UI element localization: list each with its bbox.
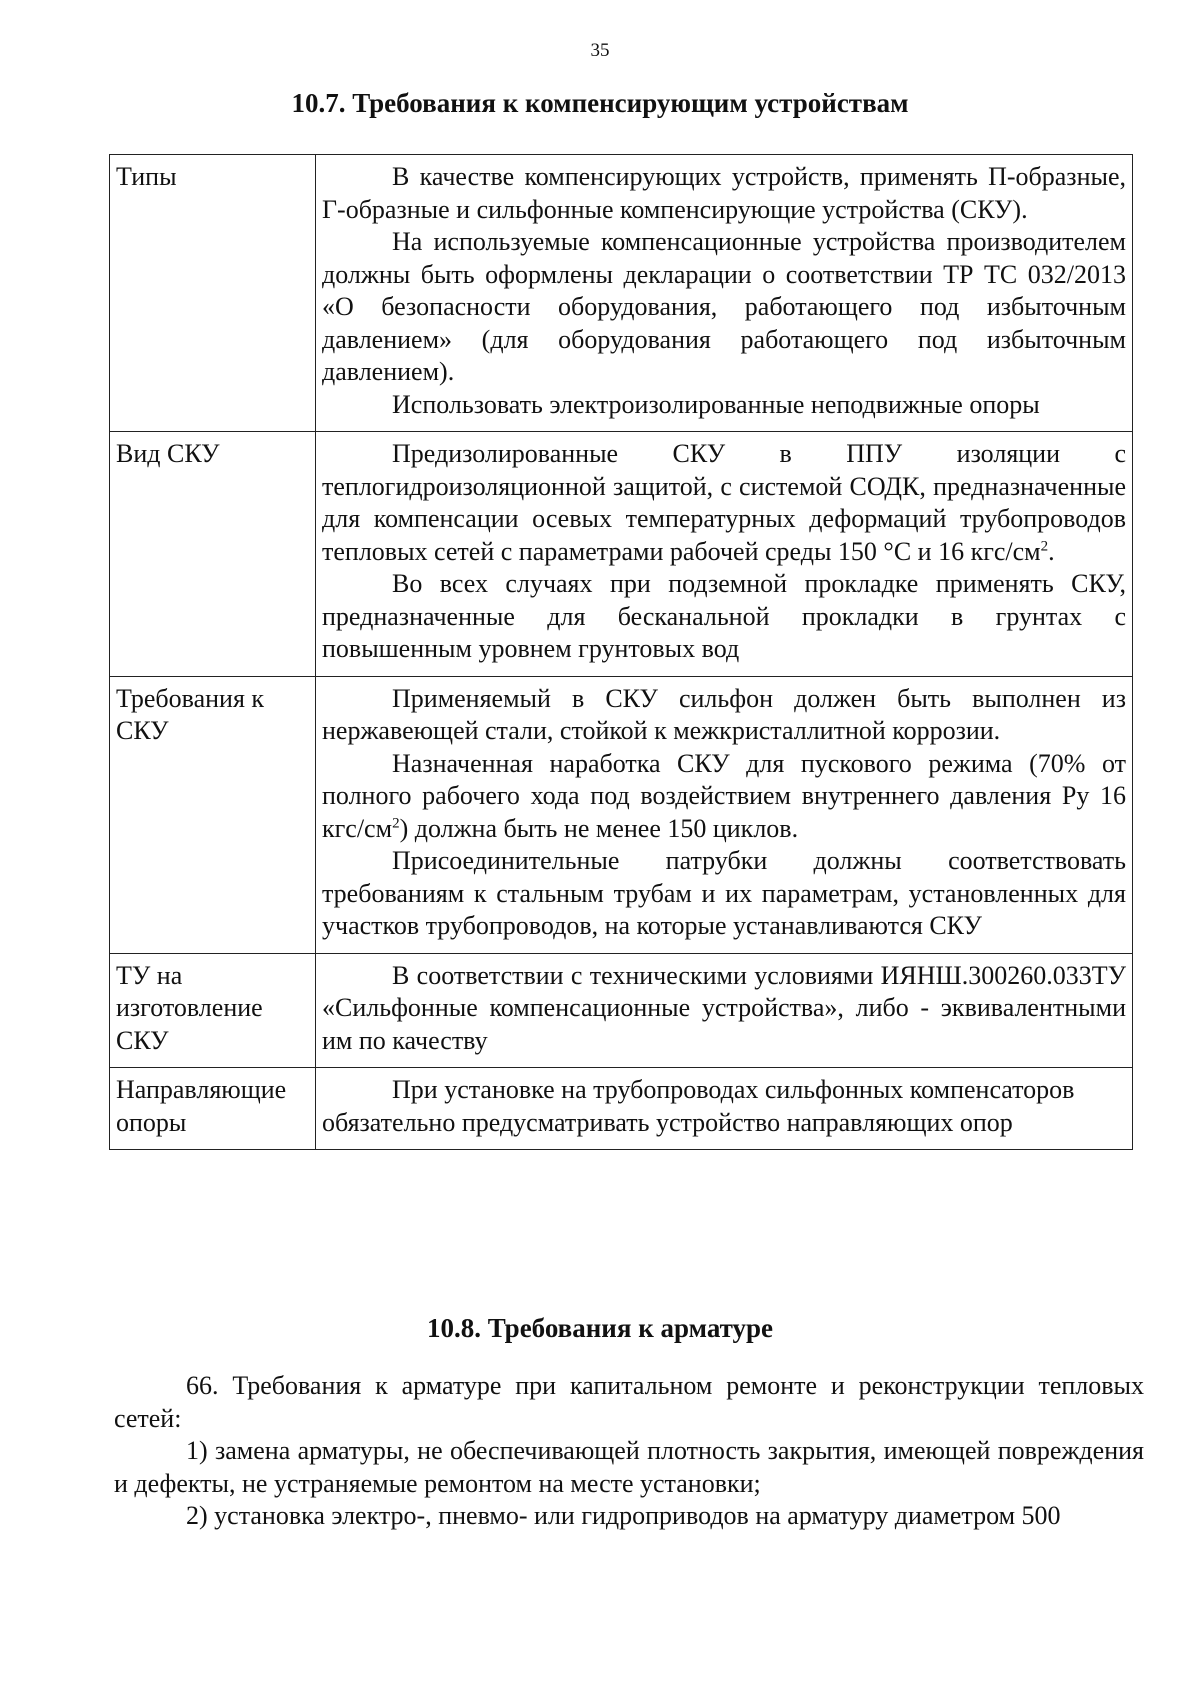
description-paragraph bbox=[322, 568, 1126, 666]
superscript: 2 bbox=[1040, 537, 1049, 554]
body-paragraph: 2) установка электро-, пневмо- или гидроприводов на арматуру диаметром 500 bbox=[186, 1501, 1061, 1530]
row-description bbox=[316, 953, 1133, 1068]
description-paragraph bbox=[322, 438, 1126, 568]
paragraph-text: В качестве компенсирующих устройств, применять П-образные, Г-образные и сильфонные компенсирующие устройства (СКУ). bbox=[322, 162, 1126, 224]
table-row bbox=[110, 155, 1133, 432]
section-title-valves: 10.8. Требования к арматуре bbox=[426, 1313, 774, 1343]
description-paragraph bbox=[322, 161, 1126, 226]
paragraph-text: Присоединительные патрубки должны соответствовать требованиям к стальным трубам и их параметрам, установленных для участков трубопроводов, на которые устанавливаются СКУ bbox=[322, 846, 1126, 940]
row-label: Типы bbox=[110, 155, 316, 432]
description-paragraph bbox=[322, 960, 1126, 1058]
paragraph-text-tail: ) должна быть не менее 150 циклов. bbox=[399, 813, 799, 843]
paragraph-text: Во всех случаях при подземной прокладке применять СКУ, предназначенные для бесканальной прокладки в грунтах с повышенным уровнем грунтовых вод bbox=[322, 569, 1126, 663]
page-number: 35 bbox=[590, 40, 610, 61]
paragraph-text: Назначенная наработка СКУ для пускового режима (70% от полного рабочего хода под воздействием внутреннего давления Ру 16 кгс/см bbox=[322, 748, 1126, 843]
paragraph-text-tail: . bbox=[1048, 536, 1055, 566]
row-description bbox=[316, 1068, 1133, 1150]
description-paragraph bbox=[322, 748, 1126, 846]
superscript: 2 bbox=[392, 814, 400, 831]
paragraph-text: Предизолированные СКУ в ППУ изоляции с теплогидроизоляционной защитой, с системой СОДК, предназначенные для компенсации осевых температурных деформаций трубопроводов тепловых сетей с параметрами рабочей среды 150 °С и 16 кгс/см bbox=[322, 439, 1126, 566]
body-paragraph: 1) замена арматуры, не обеспечивающей плотность закрытия, имеющей повреждения и дефекты, не устраняемые ремонтом на месте установки; bbox=[114, 1436, 1144, 1498]
row-label: ТУ на изготовление СКУ bbox=[110, 953, 316, 1068]
table-row bbox=[110, 432, 1133, 677]
paragraph-text: Использовать электроизолированные неподвижные опоры bbox=[392, 389, 1040, 419]
table-row bbox=[110, 953, 1133, 1068]
paragraph-text: Применяемый в СКУ сильфон должен быть выполнен из нержавеющей стали, стойкой к межкристаллитной коррозии. bbox=[322, 683, 1126, 745]
table-row bbox=[110, 1068, 1133, 1150]
paragraph-text: В соответствии с техническими условиями ИЯНШ.300260.033ТУ «Сильфонные компенсационные устройства», либо - эквивалентными им по качеству bbox=[322, 960, 1126, 1055]
description-paragraph bbox=[322, 389, 1126, 422]
body-paragraph: 66. Требования к арматуре при капитальном ремонте и реконструкции тепловых сетей: bbox=[114, 1371, 1144, 1433]
description-paragraph bbox=[322, 226, 1126, 389]
description-paragraph bbox=[322, 845, 1126, 943]
row-description bbox=[316, 676, 1133, 953]
row-label: Направляющие опоры bbox=[110, 1068, 316, 1150]
compensators-requirements-table bbox=[109, 154, 1133, 1150]
row-label: Требования к СКУ bbox=[110, 676, 316, 953]
row-description bbox=[316, 432, 1133, 677]
description-paragraph bbox=[322, 683, 1126, 748]
table-row bbox=[110, 676, 1133, 953]
row-label: Вид СКУ bbox=[110, 432, 316, 677]
description-paragraph bbox=[322, 1074, 1126, 1139]
section-title-compensators: 10.7. Требования к компенсирующим устройствам bbox=[291, 88, 909, 118]
valves-requirements-text bbox=[114, 1370, 1144, 1533]
paragraph-text: При установке на трубопроводах сильфонных компенсаторов обязательно предусматривать устройство направляющих опор bbox=[322, 1075, 1075, 1137]
paragraph-text: На используемые компенсационные устройства производителем должны быть оформлены декларации о соответствии ТР ТС 032/2013 «О безопасности оборудования, работающего под избыточным давлением» (для оборудования работающего под избыточным давлением). bbox=[322, 227, 1126, 386]
row-description bbox=[316, 155, 1133, 432]
